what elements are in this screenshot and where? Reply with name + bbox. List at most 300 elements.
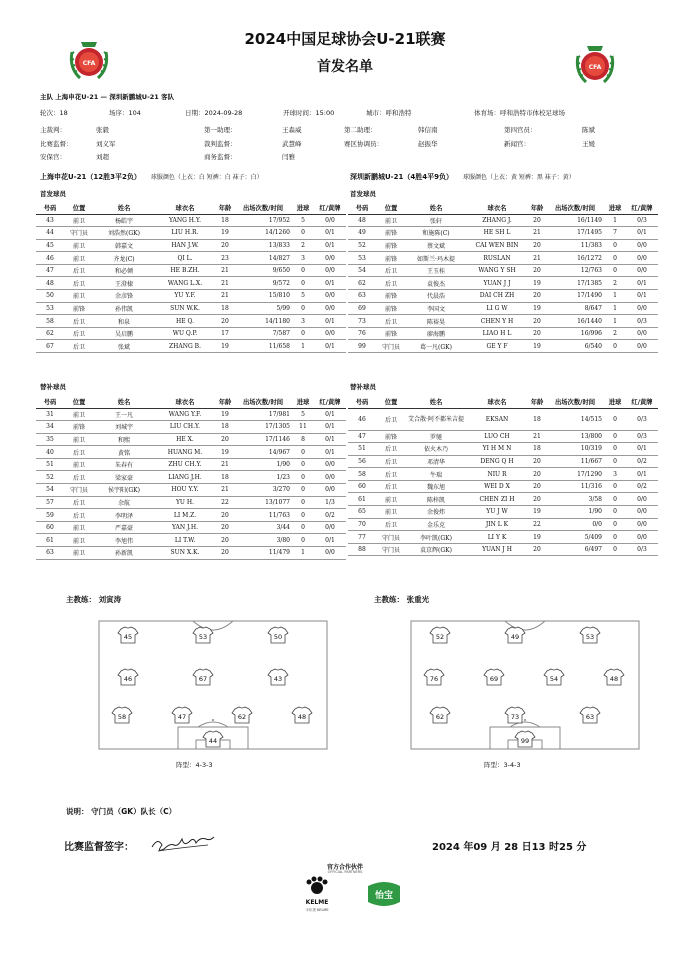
table-cell: 0 [604, 455, 626, 468]
table-cell: 21 [216, 264, 234, 277]
shirt-number: 52 [435, 633, 445, 641]
player-shirt [193, 669, 213, 685]
table-cell: 艾合散·阿不都米吉提 [406, 408, 466, 430]
table-cell: 0/1 [626, 468, 658, 481]
table-cell: 后卫 [376, 468, 406, 481]
player-shirt [232, 707, 252, 723]
table-cell: 49 [348, 227, 376, 240]
table-cell: YI H M N [466, 443, 528, 456]
shirt-number: 63 [585, 713, 595, 721]
away-starters-table [348, 202, 658, 353]
table-cell: 0 [292, 264, 314, 277]
table-cell: 后卫 [376, 408, 406, 430]
column-header: 出场次数/时间 [546, 396, 604, 408]
table-header-row [348, 396, 658, 408]
table-cell: 19 [216, 340, 234, 353]
table-row [348, 290, 658, 303]
table-cell: 后卫 [376, 277, 406, 290]
table-cell: LIAO H L [466, 327, 528, 340]
table-cell: LIU CH.Y. [154, 421, 216, 434]
table-cell: 48 [348, 214, 376, 227]
table-cell: 16/1149 [546, 214, 604, 227]
table-cell: 葛一凡(GK) [406, 340, 466, 353]
table-cell: 前卫 [64, 534, 94, 547]
shirt-number: 62 [435, 713, 445, 721]
column-header: 位置 [376, 202, 406, 214]
table-cell: 0 [292, 484, 314, 497]
match-number: 场序：104 [109, 109, 141, 117]
table-cell: 20 [216, 433, 234, 446]
table-cell: 张斌 [94, 340, 154, 353]
table-cell: 1 [604, 290, 626, 303]
table-cell: 前锋 [376, 252, 406, 265]
table-cell: ZHANG J. [466, 214, 528, 227]
table-cell: 1/3 [314, 496, 346, 509]
table-cell: 19 [216, 408, 234, 421]
table-cell: 17/1146 [234, 433, 292, 446]
column-header: 号码 [348, 396, 376, 408]
table-cell: 梁家豪 [94, 471, 154, 484]
column-header: 球衣名 [154, 202, 216, 214]
table-row [348, 455, 658, 468]
table-row [36, 471, 346, 484]
table-cell: 53 [36, 302, 64, 315]
table-cell: 0/1 [626, 290, 658, 303]
table-cell: 99 [348, 340, 376, 353]
table-cell: 金乐克 [406, 518, 466, 531]
table-cell: 前卫 [64, 290, 94, 303]
kelme-logo [300, 876, 334, 920]
table-cell: 11/658 [234, 340, 292, 353]
table-cell: 13/800 [546, 430, 604, 443]
table-cell: 21 [216, 277, 234, 290]
table-row [36, 327, 346, 340]
table-cell: 前卫 [64, 521, 94, 534]
official-label: 第二助理： [344, 126, 377, 134]
player-shirt [172, 707, 192, 723]
table-cell: 0/3 [626, 214, 658, 227]
table-cell: 88 [348, 543, 376, 556]
ybao-logo [364, 876, 404, 912]
official-label: 赛区协调员： [344, 140, 383, 148]
table-cell: 前卫 [376, 506, 406, 519]
table-cell: 前锋 [376, 290, 406, 303]
column-header: 进球 [604, 202, 626, 214]
table-cell: 17/952 [234, 214, 292, 227]
table-cell: 0/1 [626, 227, 658, 240]
table-cell: DENG Q H [466, 455, 528, 468]
table-cell: 14/1180 [234, 315, 292, 328]
column-header: 年龄 [216, 202, 234, 214]
table-cell: 58 [36, 315, 64, 328]
table-cell: 17/1385 [546, 277, 604, 290]
column-header: 出场次数/时间 [546, 202, 604, 214]
table-cell: 9/650 [234, 264, 292, 277]
table-cell: 45 [36, 239, 64, 252]
table-cell: 3 [292, 252, 314, 265]
table-cell: 0/0 [626, 264, 658, 277]
signature-label: 比赛监督签字： [64, 842, 134, 853]
table-cell: 13/1077 [234, 496, 292, 509]
table-cell: 56 [348, 455, 376, 468]
table-cell: 1 [292, 340, 314, 353]
table-cell: 0 [292, 302, 314, 315]
city: 城市：呼和浩特 [366, 109, 412, 117]
table-cell: 47 [348, 430, 376, 443]
player-shirt [268, 669, 288, 685]
table-cell: 14/1260 [234, 227, 292, 240]
official-value: 闫雅 [282, 153, 295, 161]
table-cell: 0 [292, 471, 314, 484]
page-title: 2024中国足球协会U-21联赛 [244, 30, 446, 48]
table-cell: 后卫 [376, 455, 406, 468]
table-cell: ZHU CH.Y. [154, 458, 216, 471]
table-cell: 14/827 [234, 252, 292, 265]
table-row [36, 252, 346, 265]
table-cell: HE Q. [154, 315, 216, 328]
table-cell: 0/3 [626, 430, 658, 443]
table-cell: 11/479 [234, 547, 292, 560]
table-cell: 44 [36, 227, 64, 240]
table-cell: 孙新凯 [94, 547, 154, 560]
table-cell: 张轩 [406, 214, 466, 227]
column-header: 出场次数/时间 [234, 202, 292, 214]
table-cell: 0/3 [626, 408, 658, 430]
shirt-number: 62 [237, 713, 247, 721]
table-cell: 0 [292, 227, 314, 240]
table-row [36, 340, 346, 353]
table-cell: YU H. [154, 496, 216, 509]
table-cell: 11/316 [546, 480, 604, 493]
table-cell: 后卫 [376, 443, 406, 456]
table-cell: 齐龙(C) [94, 252, 154, 265]
away-team-header [350, 172, 575, 182]
table-cell: 18 [528, 443, 546, 456]
table-cell: 1 [604, 315, 626, 328]
column-header: 号码 [36, 202, 64, 214]
table-cell: 侯宇阳(GK) [94, 484, 154, 497]
player-shirt [505, 707, 525, 723]
table-cell: 51 [36, 458, 64, 471]
table-row [348, 543, 658, 556]
table-cell: 魏东旭 [406, 480, 466, 493]
home-jersey-colors: 球服颜色（上衣：白 短裤：白 袜子：白） [150, 174, 263, 181]
table-cell: 0/1 [314, 227, 346, 240]
official-value: 韩信南 [418, 126, 438, 134]
table-row [36, 458, 346, 471]
table-cell: 蔡文斌 [406, 239, 466, 252]
table-cell: 5 [292, 214, 314, 227]
table-cell: 16/1272 [546, 252, 604, 265]
table-cell: 和施陈(C) [406, 227, 466, 240]
table-cell: 5 [292, 408, 314, 421]
cfa-logo-text: CFA [588, 64, 602, 71]
table-cell: 67 [36, 340, 64, 353]
table-cell: 0 [292, 458, 314, 471]
table-cell: 73 [348, 315, 376, 328]
table-cell: LUO CH [466, 430, 528, 443]
table-cell: 19 [216, 227, 234, 240]
table-cell: 袁俊杰 [406, 277, 466, 290]
column-header: 位置 [376, 396, 406, 408]
shirt-number: 44 [208, 737, 218, 745]
table-cell: 18 [216, 214, 234, 227]
table-cell: 0 [604, 493, 626, 506]
table-cell: 13/833 [234, 239, 292, 252]
table-cell: 0/0 [314, 521, 346, 534]
table-cell: 3 [292, 315, 314, 328]
table-cell: 后卫 [64, 277, 94, 290]
table-cell: 31 [36, 408, 64, 421]
table-cell: 46 [348, 408, 376, 430]
table-cell: 王澄棣 [94, 277, 154, 290]
table-cell: 韩嘉文 [94, 239, 154, 252]
table-cell: 20 [528, 214, 546, 227]
table-cell: 0/0 [314, 484, 346, 497]
player-shirt [112, 707, 132, 723]
table-row [348, 493, 658, 506]
column-header: 球衣名 [154, 396, 216, 408]
table-cell: 0/0 [626, 252, 658, 265]
table-cell: 7 [604, 227, 626, 240]
table-cell: 后卫 [64, 496, 94, 509]
shirt-number: 45 [123, 633, 133, 641]
table-cell: 16/996 [546, 327, 604, 340]
player-shirt [484, 669, 504, 685]
shirt-number: 48 [609, 675, 619, 683]
table-cell: 前卫 [376, 493, 406, 506]
table-cell: 0/2 [626, 455, 658, 468]
table-cell: 吴启鹏 [94, 327, 154, 340]
kelme-subtext: 卡尔美 KELME [305, 908, 329, 912]
shirt-number: 67 [198, 675, 208, 683]
shirt-number: 99 [520, 737, 530, 745]
column-header: 出场次数/时间 [234, 396, 292, 408]
table-cell: 罗驰 [406, 430, 466, 443]
table-cell: 0/0 [626, 493, 658, 506]
official-label: 裁判监督： [204, 140, 237, 148]
table-cell: 后卫 [64, 327, 94, 340]
table-cell: 和必倾 [94, 264, 154, 277]
shirt-number: 53 [198, 633, 208, 641]
table-cell: 0/0 [626, 302, 658, 315]
table-cell: 0/1 [314, 408, 346, 421]
table-cell: 2 [604, 327, 626, 340]
official-value: 陈斌 [582, 126, 595, 134]
table-row [36, 509, 346, 522]
table-cell: 前卫 [64, 547, 94, 560]
table-cell: 1/90 [234, 458, 292, 471]
column-header: 姓名 [406, 396, 466, 408]
table-cell: 11/383 [546, 239, 604, 252]
table-cell: 0 [292, 327, 314, 340]
table-cell: 前卫 [64, 252, 94, 265]
table-cell: 0 [292, 521, 314, 534]
table-cell: 5 [292, 290, 314, 303]
table-cell: 和熙 [94, 433, 154, 446]
table-cell: 17/1305 [234, 421, 292, 434]
player-shirt [193, 627, 213, 643]
table-row [348, 480, 658, 493]
table-cell: 16/1440 [546, 315, 604, 328]
table-row [348, 443, 658, 456]
table-cell: 21 [528, 430, 546, 443]
table-cell: 代晨浩 [406, 290, 466, 303]
table-cell: 陈裕昊 [406, 315, 466, 328]
table-cell: JIN L K [466, 518, 528, 531]
table-cell: 19 [528, 506, 546, 519]
table-row [348, 340, 658, 353]
column-header: 进球 [292, 396, 314, 408]
away-formation: 阵型：3-4-3 [484, 761, 521, 769]
table-cell: 0/0 [314, 471, 346, 484]
table-row [348, 227, 658, 240]
table-cell: 1 [604, 302, 626, 315]
table-cell: 40 [36, 446, 64, 459]
table-cell: HAN J.W. [154, 239, 216, 252]
table-cell: 后卫 [64, 340, 94, 353]
player-shirt [424, 669, 444, 685]
away-coach: 主教练： 张重光 [374, 595, 430, 604]
table-cell: 0 [604, 531, 626, 544]
table-cell: 0 [604, 239, 626, 252]
official-value: 王媛 [582, 140, 595, 148]
table-cell: LI M.Z. [154, 509, 216, 522]
table-cell: QI L. [154, 252, 216, 265]
table-cell: 0/0 [314, 214, 346, 227]
table-cell: 0/1 [314, 340, 346, 353]
official-label: 安保官： [40, 153, 66, 161]
table-cell: 0/3 [626, 315, 658, 328]
table-cell: 0 [604, 506, 626, 519]
table-cell: 21 [216, 290, 234, 303]
table-cell: 刘浩然(GK) [94, 227, 154, 240]
table-cell: 20 [528, 264, 546, 277]
player-shirt [118, 669, 138, 685]
table-row [348, 408, 658, 430]
table-cell: 59 [36, 509, 64, 522]
table-row [36, 446, 346, 459]
table-cell: 0/2 [314, 509, 346, 522]
sign-datetime: 2024 年09 月 28 日13 时25 分 [432, 842, 587, 853]
table-cell: 后卫 [376, 315, 406, 328]
table-row [348, 430, 658, 443]
table-cell: 和泉 [94, 315, 154, 328]
table-cell: WANG L.X. [154, 277, 216, 290]
home-team-header [40, 172, 263, 182]
table-cell: 0/0 [626, 506, 658, 519]
table-row [36, 290, 346, 303]
table-row [348, 302, 658, 315]
table-cell: 朱春有 [94, 458, 154, 471]
table-cell: 0 [604, 252, 626, 265]
home-starters-label: 首发球员 [40, 190, 66, 198]
table-cell: 0 [292, 446, 314, 459]
table-cell: 1 [292, 547, 314, 560]
table-header-row [36, 202, 346, 214]
table-row [348, 315, 658, 328]
shirt-number: 47 [177, 713, 187, 721]
table-cell: 11/667 [546, 455, 604, 468]
table-cell: 余彦锋 [94, 290, 154, 303]
table-cell: 3/44 [234, 521, 292, 534]
table-row [36, 239, 346, 252]
table-cell: 20 [216, 315, 234, 328]
table-cell: 18 [216, 421, 234, 434]
table-cell: 22 [216, 496, 234, 509]
table-cell: 18 [216, 302, 234, 315]
table-cell: 12/763 [546, 264, 604, 277]
table-cell: 58 [348, 468, 376, 481]
table-cell: 20 [216, 239, 234, 252]
table-cell: 6/497 [546, 543, 604, 556]
table-row [36, 421, 346, 434]
table-cell: 2 [604, 277, 626, 290]
table-cell: 0/0 [626, 239, 658, 252]
shirt-number: 43 [273, 675, 283, 683]
table-cell: 0/1 [314, 277, 346, 290]
column-header: 球衣名 [466, 396, 528, 408]
teams-line: 主队 上海申花U-21 — 深圳新鹏城U-21 客队 [40, 93, 175, 101]
home-subs-table [36, 396, 346, 560]
table-row [348, 518, 658, 531]
table-cell: 61 [36, 534, 64, 547]
table-cell: 0/1 [626, 443, 658, 456]
table-cell: 20 [528, 290, 546, 303]
legend-note: 说明： 守门员（GK）队长（C） [66, 807, 177, 816]
table-cell: 2 [292, 239, 314, 252]
table-cell: 21 [528, 252, 546, 265]
table-cell: 0/0 [314, 290, 346, 303]
table-cell: 邓清华 [406, 455, 466, 468]
table-cell: 17/1490 [546, 290, 604, 303]
table-cell: GE Y F [466, 340, 528, 353]
table-cell: 0 [292, 509, 314, 522]
table-cell: 1/23 [234, 471, 292, 484]
table-cell: NIU R [466, 468, 528, 481]
official-value: 张毅 [96, 126, 109, 134]
table-cell: 46 [36, 252, 64, 265]
table-cell: 前锋 [376, 302, 406, 315]
table-cell: 20 [528, 493, 546, 506]
table-cell: 69 [348, 302, 376, 315]
table-row [36, 264, 346, 277]
table-row [36, 408, 346, 421]
column-header: 红/黄牌 [314, 202, 346, 214]
table-cell: 22 [528, 518, 546, 531]
table-cell: 前卫 [64, 433, 94, 446]
player-shirt [544, 669, 564, 685]
table-cell: 0/0 [314, 327, 346, 340]
signature [148, 833, 218, 855]
away-team-name: 深圳新鹏城U-21（4胜4平9负） [350, 173, 453, 181]
table-cell: 廖海鹏 [406, 327, 466, 340]
table-cell: 0 [604, 340, 626, 353]
table-cell: 李旭伟 [94, 534, 154, 547]
table-cell: 0 [604, 518, 626, 531]
table-cell: 袁京辉(GK) [406, 543, 466, 556]
table-cell: 0 [604, 543, 626, 556]
table-cell: CHEN ZI H [466, 493, 528, 506]
table-cell: 0/1 [314, 446, 346, 459]
table-cell: 严嘉豪 [94, 521, 154, 534]
table-cell: 0/0 [546, 518, 604, 531]
table-cell: YU J W [466, 506, 528, 519]
table-cell: 8/647 [546, 302, 604, 315]
table-cell: 23 [216, 252, 234, 265]
table-cell: 守门员 [64, 227, 94, 240]
table-cell: 余俊炜 [406, 506, 466, 519]
